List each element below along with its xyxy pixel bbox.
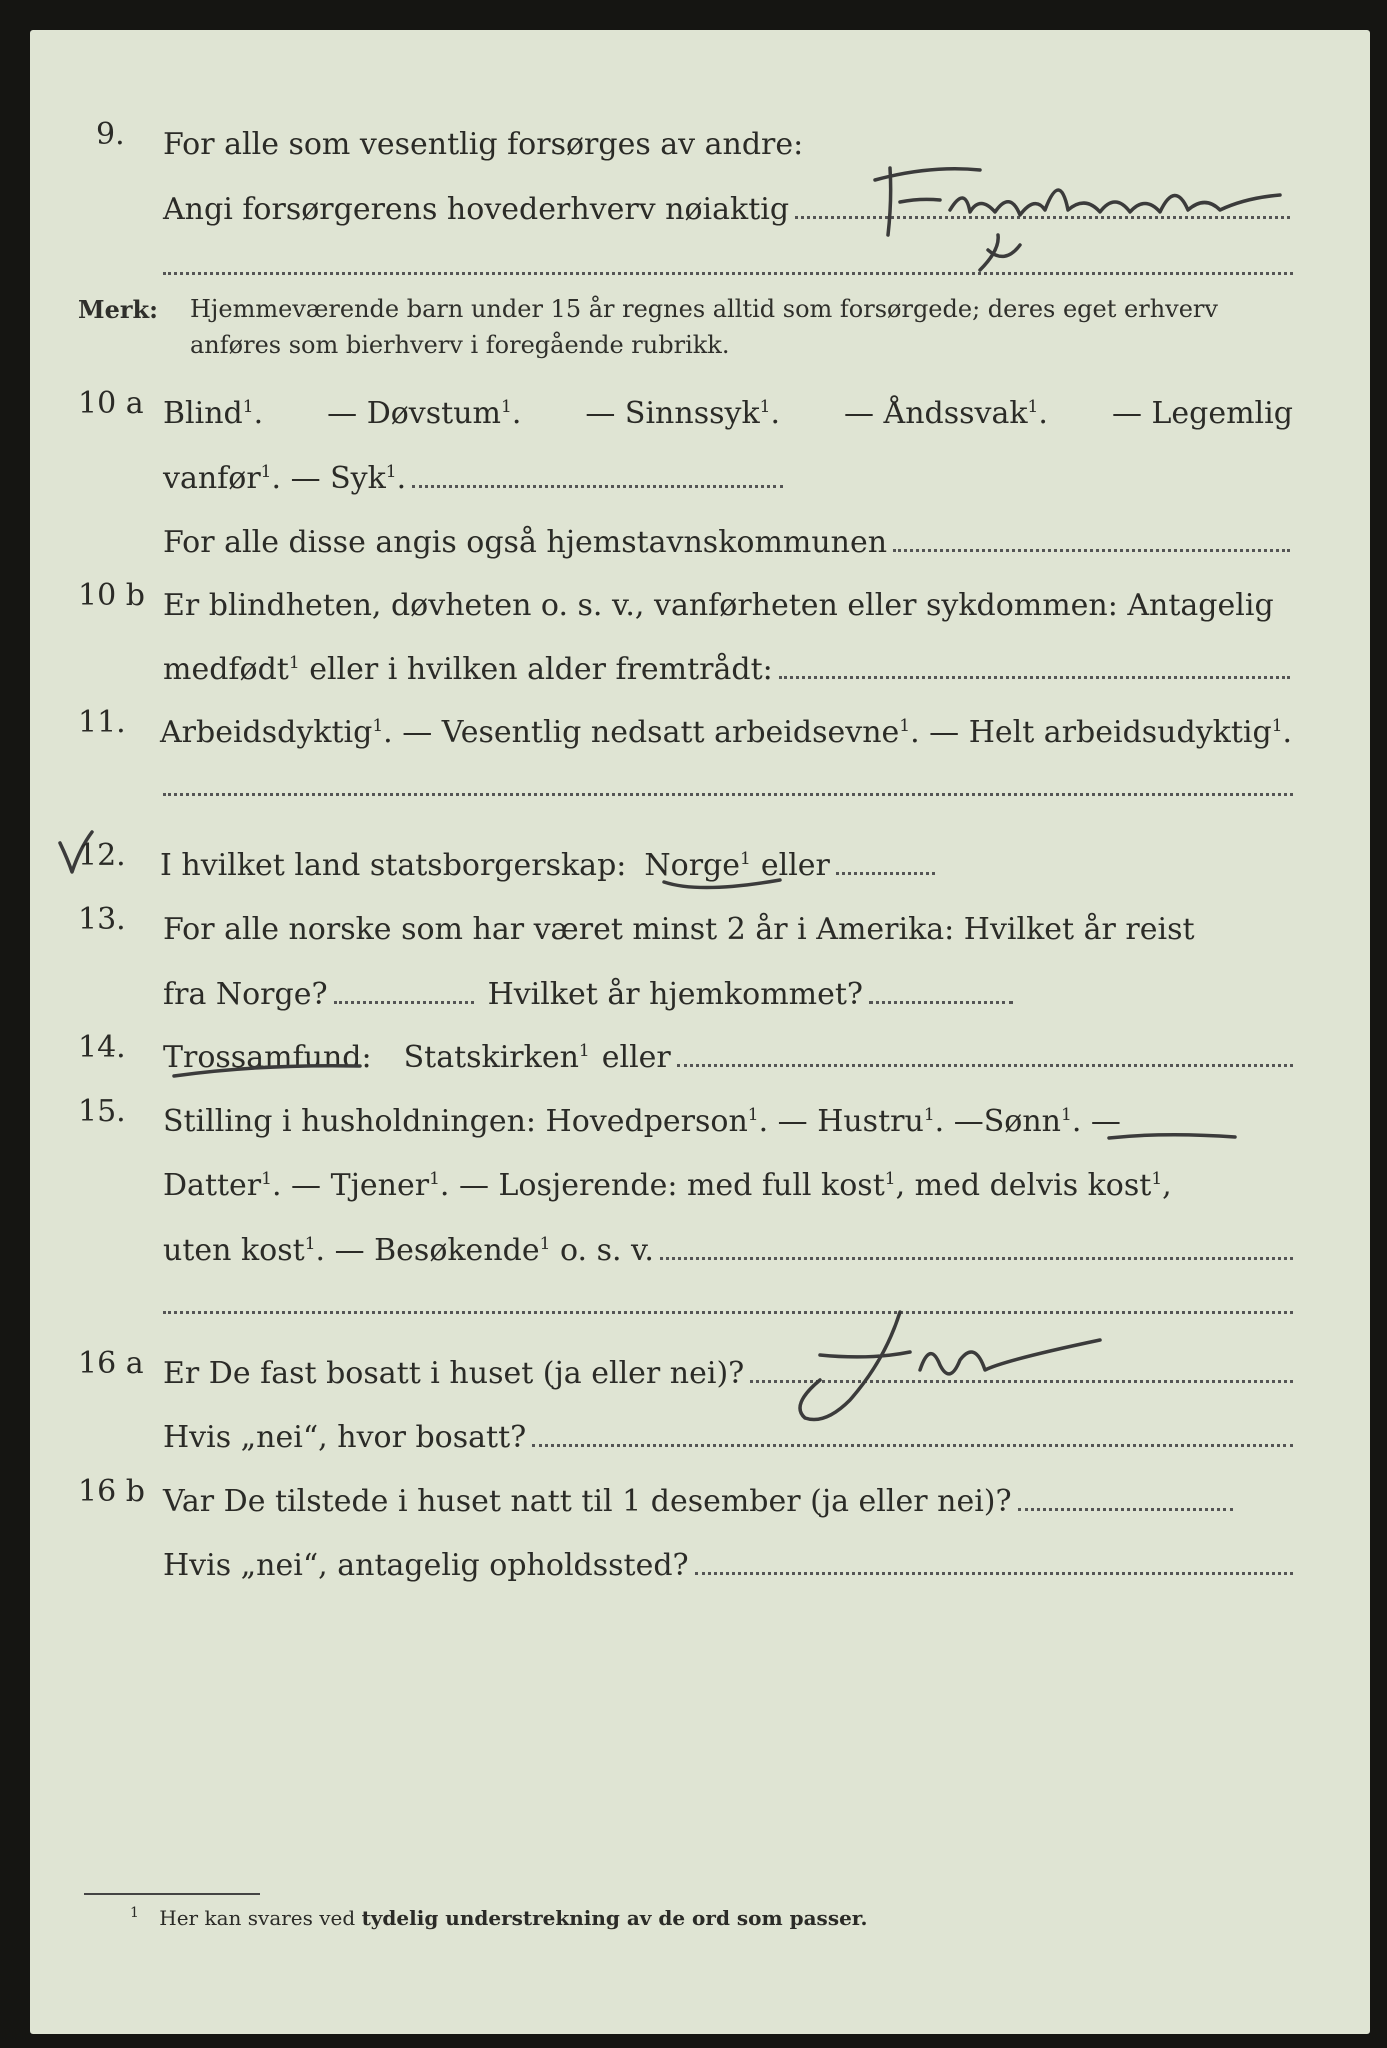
q16b-answer-line[interactable]: [1018, 1508, 1233, 1511]
q15-number: 15.: [78, 1094, 126, 1129]
q15-text-1: Stilling i husholdningen: Hovedperson$^1$. — Hustru$^1$. —: [163, 1104, 984, 1139]
q9-number: 9.: [96, 117, 125, 152]
q14-statskirken-option[interactable]: Statskirken$^1$: [403, 1040, 590, 1075]
q12-norge-option[interactable]: Norge$^1$: [644, 848, 751, 883]
merk-line1: Hjemmeværende barn under 15 år regnes alltid som forsørgede; deres eget erhverv: [190, 295, 1218, 323]
q9-handwritten-answer: [870, 140, 1310, 280]
footnote: [130, 1906, 867, 1930]
q14-number: 14.: [78, 1030, 126, 1065]
q16a-text-1: Er De fast bosatt i huset (ja eller nei)?: [163, 1356, 745, 1391]
q16b-text-2: Hvis „nei“, antagelig opholdssted?: [163, 1548, 689, 1583]
q12-prefix: I hvilket land statsborgerskap:: [160, 848, 627, 883]
q15-extra-line[interactable]: [163, 1311, 1293, 1314]
q11-number: 11.: [78, 705, 126, 740]
q15-text-2: Datter$^1$. — Tjener$^1$. — Losjerende: med full kost$^1$, med delvis kost$^1$,: [163, 1168, 1172, 1203]
q11-text: Arbeidsdyktig$^1$. — Vesentlig nedsatt arbeidsevne$^1$. — Helt arbeidsudyktig$^1$.: [160, 715, 1293, 750]
q16a-bosatt-line[interactable]: [532, 1444, 1293, 1447]
q14-eller: eller: [601, 1040, 671, 1075]
merk-label: Merk:: [78, 295, 158, 324]
q16b-line1: [163, 1469, 1233, 1519]
q11-answer-line[interactable]: [163, 793, 1293, 796]
footnote-marker: 1: [130, 1905, 139, 1922]
q13-line1: [163, 897, 1293, 947]
q10a-line1: [163, 381, 1293, 431]
q10b-text-2: medfødt$^1$ eller i hvilken alder fremtrådt:: [163, 652, 773, 687]
q16a-line1: [163, 1341, 1293, 1391]
q15-text-1-end: . —: [1071, 1104, 1121, 1139]
q15-text-3: uten kost$^1$. — Besøkende$^1$ o. s. v.: [163, 1233, 654, 1268]
q13-reist-line[interactable]: [334, 1001, 474, 1004]
q16b-opholdssted-line[interactable]: [695, 1572, 1293, 1575]
q14-label: Trossamfund:: [163, 1040, 372, 1075]
q9-line1: [163, 112, 863, 162]
q10a-item-blind: Blind$^1$.: [163, 396, 264, 431]
q14-trossamfund-underline: [170, 1060, 370, 1084]
q10a-answer-line[interactable]: [412, 485, 783, 488]
q10b-answer-line[interactable]: [779, 676, 1290, 679]
q10a-number: 10 a: [78, 386, 144, 421]
q9-extra-line: [163, 272, 1293, 275]
q10a-item-sinnssyk: — Sinnssyk$^1$.: [585, 396, 780, 431]
q12-eller: eller: [760, 848, 830, 883]
q15-answer-line[interactable]: [660, 1257, 1293, 1260]
q11-line1: [160, 700, 1295, 750]
q10a-item-dovstum: — Døvstum$^1$.: [327, 396, 522, 431]
q15-sonn-option[interactable]: Sønn$^1$: [983, 1104, 1072, 1139]
footnote-text-bold: tydelig understrekning av de ord som passer.: [361, 1906, 868, 1930]
q13-line2: [163, 962, 1013, 1012]
q15-sonn-underline: [1105, 1128, 1245, 1148]
q15-line3: [163, 1218, 1293, 1268]
q12-answer-line[interactable]: [836, 872, 935, 875]
q16b-number: 16 b: [78, 1474, 145, 1509]
q13-reist-label: fra Norge?: [163, 977, 328, 1012]
q16b-text-1: Var De tilstede i huset natt til 1 desember (ja eller nei)?: [163, 1484, 1012, 1519]
q10b-line1: [163, 573, 1293, 623]
q16a-number: 16 a: [78, 1346, 144, 1381]
q13-hjemkommet-label: Hvilket år hjemkommet?: [487, 977, 864, 1012]
q10a-hjemstavn-line[interactable]: [893, 549, 1290, 552]
q9-text-2: Angi forsørgerens hovederhverv nøiaktig: [163, 192, 790, 227]
footnote-rule: [84, 1893, 260, 1895]
q10a-line3: [163, 510, 1290, 560]
q10a-hjemstavn: For alle disse angis også hjemstavnskommunen: [163, 525, 888, 560]
q13-number: 13.: [78, 902, 126, 937]
q16a-text-2: Hvis „nei“, hvor bosatt?: [163, 1420, 527, 1455]
q16a-line2: [163, 1405, 1293, 1455]
q15-line2: [163, 1153, 1295, 1203]
q10b-number: 10 b: [78, 578, 145, 613]
q12-number: 12.: [78, 838, 126, 873]
q10b-line2: [163, 637, 1290, 687]
q10a-vanfor: vanfør$^1$. — Syk$^1$.: [163, 461, 407, 496]
q10b-text-1: Er blindheten, døvheten o. s. v., vanførheten eller sykdommen: Antagelig: [163, 588, 1274, 623]
q10a-line2: [163, 446, 783, 496]
q16b-line2: [163, 1533, 1293, 1583]
q10a-item-legemlig: — Legemlig: [1111, 396, 1293, 431]
merk-line2: anføres som bierhverv i foregående rubrikk.: [190, 331, 730, 359]
q10a-item-andssvak: — Åndssvak$^1$.: [844, 396, 1048, 431]
q12-norge-underline: [660, 872, 790, 896]
q13-text-1: For alle norske som har været minst 2 år i Amerika: Hvilket år reist: [163, 912, 1195, 947]
q14-answer-line[interactable]: [677, 1064, 1293, 1067]
footnote-text: Her kan svares ved: [159, 1906, 362, 1930]
q12-line1: [160, 833, 935, 883]
q9-text-1: For alle som vesentlig forsørges av andre:: [163, 127, 804, 162]
q13-hjemkommet-line[interactable]: [869, 1001, 1013, 1004]
